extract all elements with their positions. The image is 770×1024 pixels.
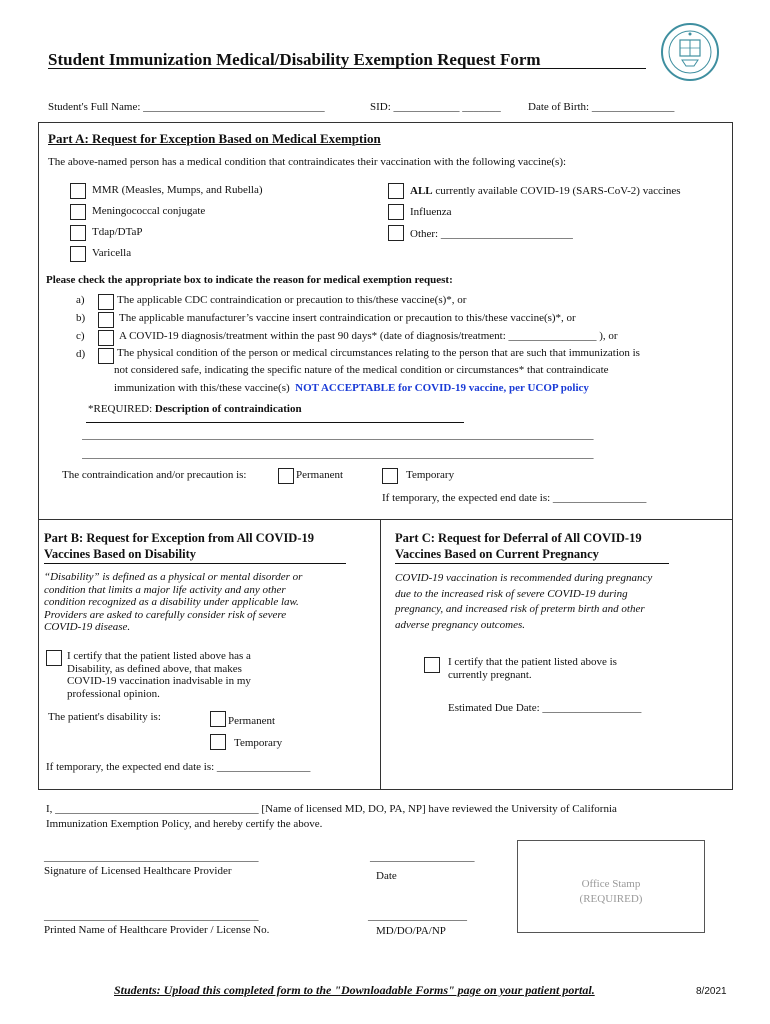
part-b-temporary-checkbox[interactable] — [210, 734, 226, 750]
contraindication-label: The contraindication and/or precaution is: — [62, 469, 247, 481]
meningococcal-checkbox[interactable] — [70, 204, 86, 220]
covid-all-text: currently available COVID-19 (SARS-CoV-2) vaccines — [432, 185, 681, 197]
part-c-heading-1: Part C: Request for Deferral of All COVID-19 — [395, 531, 642, 545]
disability-def-line: COVID-19 disease. — [44, 621, 131, 633]
part-c-heading-underline — [395, 563, 669, 564]
university-seal — [660, 22, 720, 82]
upload-instruction: Students: Upload this completed form to the "Downloadable Forms" page on your patient portal. — [114, 983, 595, 997]
influenza-checkbox[interactable] — [388, 204, 404, 220]
disability-def-line: Providers are asked to carefully consider risk of severe — [44, 608, 287, 621]
varicella-label: Varicella — [92, 247, 132, 259]
due-date-field[interactable]: Estimated Due Date: __________________ — [448, 702, 642, 714]
part-a-temporary-checkbox[interactable] — [382, 468, 398, 484]
part-c-heading-2: Vaccines Based on Current Pregnancy — [395, 547, 599, 561]
disability-certify-line: Disability, as defined above, that makes — [67, 662, 242, 675]
part-a-permanent-label: Permanent — [296, 469, 344, 481]
disability-certify-checkbox[interactable] — [46, 650, 62, 666]
credential-line[interactable]: __________________ — [368, 910, 467, 922]
reason-a-checkbox[interactable] — [98, 294, 114, 310]
description-line-1[interactable]: _____________________________________________________________________________________________ — [82, 429, 594, 441]
mmr-label: MMR (Measles, Mumps, and Rubella) — [92, 184, 263, 196]
pregnancy-info — [395, 571, 652, 633]
part-a-temporary-label: Temporary — [406, 469, 455, 481]
reason-d-letter: d) — [76, 348, 86, 360]
part-a-divider — [38, 519, 732, 520]
signature-label: Signature of Licensed Healthcare Provider — [44, 865, 232, 877]
tdap-checkbox[interactable] — [70, 225, 86, 241]
office-stamp-label: Office Stamp — [581, 878, 641, 890]
credential-label: MD/DO/PA/NP — [376, 925, 446, 937]
tdap-label: Tdap/DTaP — [92, 226, 143, 238]
date-line[interactable]: ___________________ — [370, 851, 475, 863]
form-title: Student Immunization Medical/Disability Exemption Request Form — [48, 50, 541, 69]
pregnancy-info-line: pregnancy, and increased risk of preterm birth and other — [395, 603, 645, 615]
signature-line[interactable]: _______________________________________ — [44, 851, 259, 863]
reason-c-text: A COVID-19 diagnosis/treatment within the past 90 days* (date of diagnosis/treatment: ________________ ), or — [119, 330, 618, 342]
reason-b-letter: b) — [76, 312, 86, 324]
part-b-heading-1: Part B: Request for Exception from All COVID-19 — [44, 531, 314, 545]
part-b-end-date-field[interactable]: If temporary, the expected end date is: _________________ — [46, 761, 311, 773]
part-b-temporary-label: Temporary — [234, 737, 283, 749]
pregnancy-info-line: due to the increased risk of severe COVID-19 during — [395, 587, 628, 600]
disability-def-line: condition that limits a major life activity and any other — [44, 583, 286, 596]
disability-certify-text — [67, 650, 251, 700]
disability-def-line: “Disability” is defined as a physical or mental disorder or — [44, 571, 303, 583]
part-b-heading-underline — [44, 563, 346, 564]
pregnancy-certify-line: I certify that the patient listed above is — [448, 656, 617, 668]
disability-label: The patient's disability is: — [48, 711, 161, 723]
attestation-line-2: Immunization Exemption Policy, and hereby certify the above. — [46, 818, 323, 830]
student-name-field[interactable]: Student's Full Name: _________________________________ — [48, 101, 325, 113]
part-a-end-date-field[interactable]: If temporary, the expected end date is: _________________ — [382, 492, 647, 504]
reason-d-text: The physical condition of the person or medical circumstances relating to the person that are such that immunization is — [117, 347, 640, 359]
required-prefix: *REQUIRED: — [88, 403, 155, 415]
covid-all-bold: ALL — [410, 185, 433, 197]
date-label: Date — [376, 870, 397, 882]
pregnancy-info-line: adverse pregnancy outcomes. — [395, 618, 526, 631]
meningococcal-label: Meningococcal conjugate — [92, 205, 206, 217]
sid-field[interactable]: SID: ____________ _______ — [370, 101, 501, 113]
other-vaccine-field[interactable]: Other: ________________________ — [410, 228, 573, 240]
printed-name-line[interactable]: _______________________________________ — [44, 910, 259, 922]
reason-heading: Please check the appropriate box to indicate the reason for medical exemption request: — [46, 274, 453, 286]
pregnancy-certify-checkbox[interactable] — [424, 657, 440, 673]
other-vaccine-checkbox[interactable] — [388, 225, 404, 241]
part-a-permanent-checkbox[interactable] — [278, 468, 294, 484]
covid-all-label — [410, 185, 681, 197]
form-version: 8/2021 — [696, 986, 727, 997]
part-a-intro: The above-named person has a medical condition that contraindicates their vaccination with the following vaccine(s): — [48, 156, 567, 168]
part-b-permanent-label: Permanent — [228, 715, 276, 727]
influenza-label: Influenza — [410, 206, 452, 218]
disability-certify-line: COVID-19 vaccination inadvisable in my — [67, 675, 251, 687]
disability-certify-line: professional opinion. — [67, 687, 160, 700]
reason-b-text: The applicable manufacturer’s vaccine insert contraindication or precaution to this/these vaccine(s)*, or — [119, 312, 576, 324]
disability-definition — [44, 571, 302, 634]
disability-def-line: condition recognized as a disability under applicable law. — [44, 596, 299, 608]
part-b-permanent-checkbox[interactable] — [210, 711, 226, 727]
varicella-checkbox[interactable] — [70, 246, 86, 262]
part-bc-divider — [380, 519, 381, 789]
title-underline — [48, 68, 646, 69]
description-line-2[interactable]: _____________________________________________________________________________________________ — [82, 448, 594, 460]
pregnancy-info-line: COVID-19 vaccination is recommended during pregnancy — [395, 572, 653, 584]
reason-a-text: The applicable CDC contraindication or precaution to this/these vaccine(s)*, or — [117, 294, 467, 306]
covid-all-checkbox[interactable] — [388, 183, 404, 199]
pregnancy-certify-text — [448, 656, 617, 682]
required-underline — [86, 422, 464, 423]
not-acceptable-note: NOT ACCEPTABLE for COVID-19 vaccine, per UCOP policy — [295, 382, 589, 394]
attestation-line-1[interactable]: I, _____________________________________ [Name of licensed MD, DO, PA, NP] have reviewed the University of California — [46, 803, 617, 815]
reason-a-letter: a) — [76, 294, 85, 306]
disability-certify-line: I certify that the patient listed above has a — [67, 650, 251, 662]
dob-field[interactable]: Date of Birth: _______________ — [528, 101, 675, 113]
office-stamp-required: (REQUIRED) — [579, 893, 643, 905]
reason-d-checkbox[interactable] — [98, 348, 114, 364]
reason-b-checkbox[interactable] — [98, 312, 114, 328]
printed-name-label: Printed Name of Healthcare Provider / License No. — [44, 924, 270, 936]
required-label: Description of contraindication — [154, 403, 302, 415]
reason-d-line3: immunization with this/these vaccine(s) — [114, 382, 290, 394]
reason-d-text-3 — [114, 382, 589, 394]
reason-c-letter: c) — [76, 330, 85, 342]
pregnancy-certify-line: currently pregnant. — [448, 669, 532, 681]
part-b-heading-2: Vaccines Based on Disability — [44, 547, 196, 561]
required-description-label — [88, 403, 302, 415]
mmr-checkbox[interactable] — [70, 183, 86, 199]
part-a-heading: Part A: Request for Exception Based on Medical Exemption — [48, 131, 381, 146]
reason-c-checkbox[interactable] — [98, 330, 114, 346]
reason-d-text-2: not considered safe, indicating the specific nature of the medical condition or circumstances* that contraindicate — [114, 364, 609, 376]
